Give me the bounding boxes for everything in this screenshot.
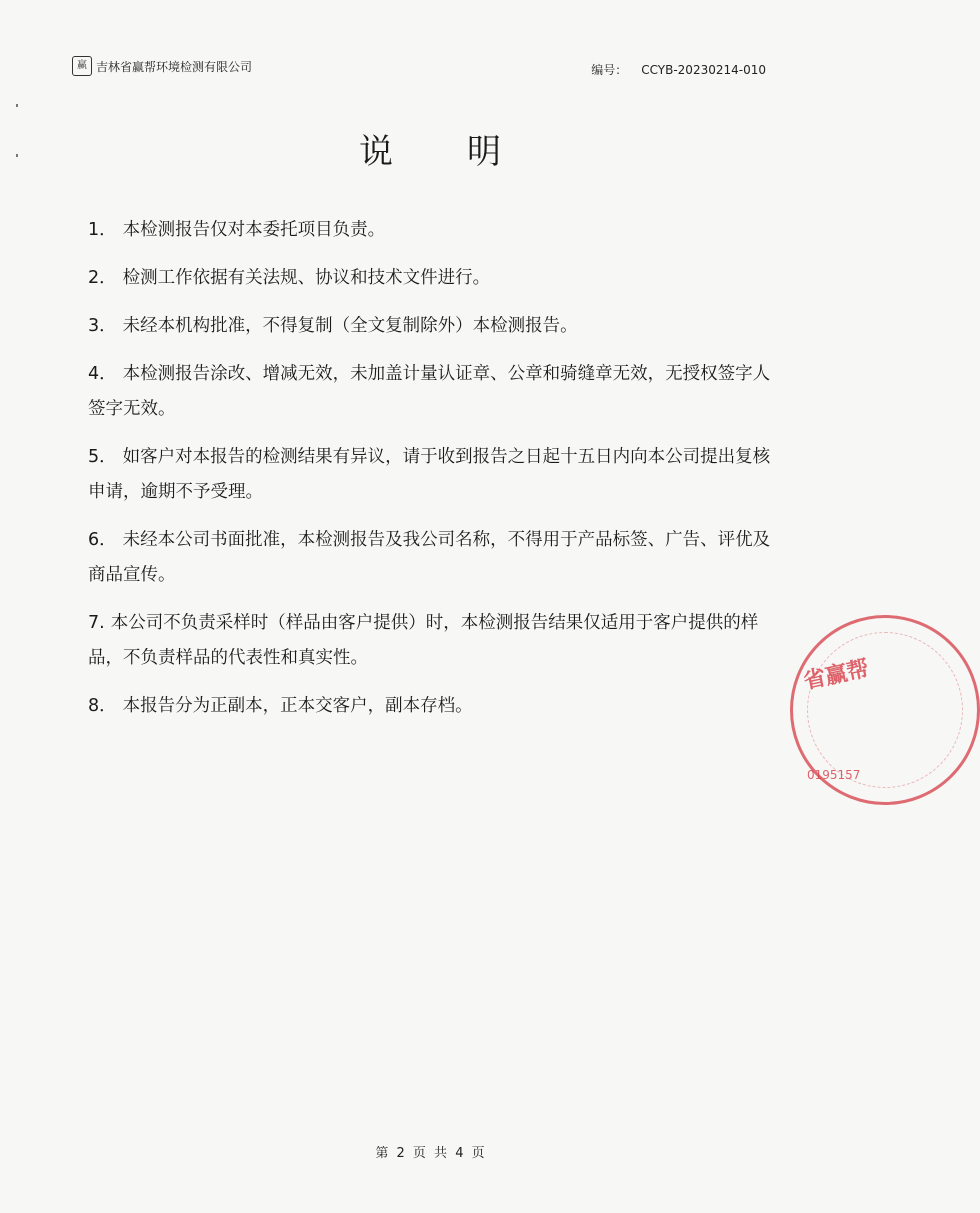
clause-text: 如客户对本报告的检测结果有异议，请于收到报告之日起十五日内向本公司提出复核申请，逾期不予受理。: [88, 447, 771, 502]
clause-number: 5．: [88, 447, 117, 467]
clause-item: [88, 213, 778, 248]
seal-text: 省赢帮: [801, 656, 872, 695]
clause-number: 8．: [88, 696, 117, 716]
clause-item: [88, 606, 778, 676]
clause-item: [88, 309, 778, 344]
clause-item: [88, 440, 778, 510]
clause-number: 3．: [88, 316, 117, 336]
clause-text: 未经本机构批准，不得复制（全文复制除外）本检测报告。: [122, 316, 578, 336]
clause-number: 7.: [88, 613, 105, 633]
clause-item: [88, 523, 778, 593]
clause-text: 本检测报告涂改、增减无效，未加盖计量认证章、公章和骑缝章无效，无授权签字人签字无效。: [88, 364, 771, 419]
clause-text: 本报告分为正副本，正本交客户，副本存档。: [122, 696, 473, 716]
official-seal-stamp: [790, 615, 980, 805]
company-header: [72, 56, 252, 76]
report-code: [591, 61, 766, 78]
clause-item: [88, 357, 778, 427]
clause-number: 6．: [88, 530, 117, 550]
clause-number: 2．: [88, 268, 117, 288]
company-logo-icon: 赢: [72, 56, 92, 76]
clause-list: [88, 213, 778, 737]
page-number: 第 2 页 共 4 页: [375, 1146, 485, 1161]
clause-item: [88, 261, 778, 296]
scan-mark: [16, 104, 18, 107]
clause-text: 本检测报告仅对本委托项目负责。: [122, 220, 386, 240]
company-name: 吉林省赢帮环境检测有限公司: [96, 59, 253, 74]
clause-text: 检测工作依据有关法规、协议和技术文件进行。: [122, 268, 491, 288]
clause-text: 本公司不负责采样时（样品由客户提供）时，本检测报告结果仅适用于客户提供的样品，不负责样品的代表性和真实性。: [88, 613, 759, 668]
clause-item: [88, 689, 778, 724]
seal-digits: 0195157: [807, 768, 861, 782]
report-code-value: CCYB-20230214-010: [641, 63, 766, 77]
report-code-label: 编号：: [591, 63, 628, 77]
clause-text: 未经本公司书面批准，本检测报告及我公司名称，不得用于产品标签、广告、评优及商品宣传。: [88, 530, 771, 585]
clause-number: 4．: [88, 364, 117, 384]
clause-number: 1．: [88, 220, 117, 240]
page-title: 说明: [359, 132, 575, 172]
seal-inner-ring: [807, 632, 963, 788]
